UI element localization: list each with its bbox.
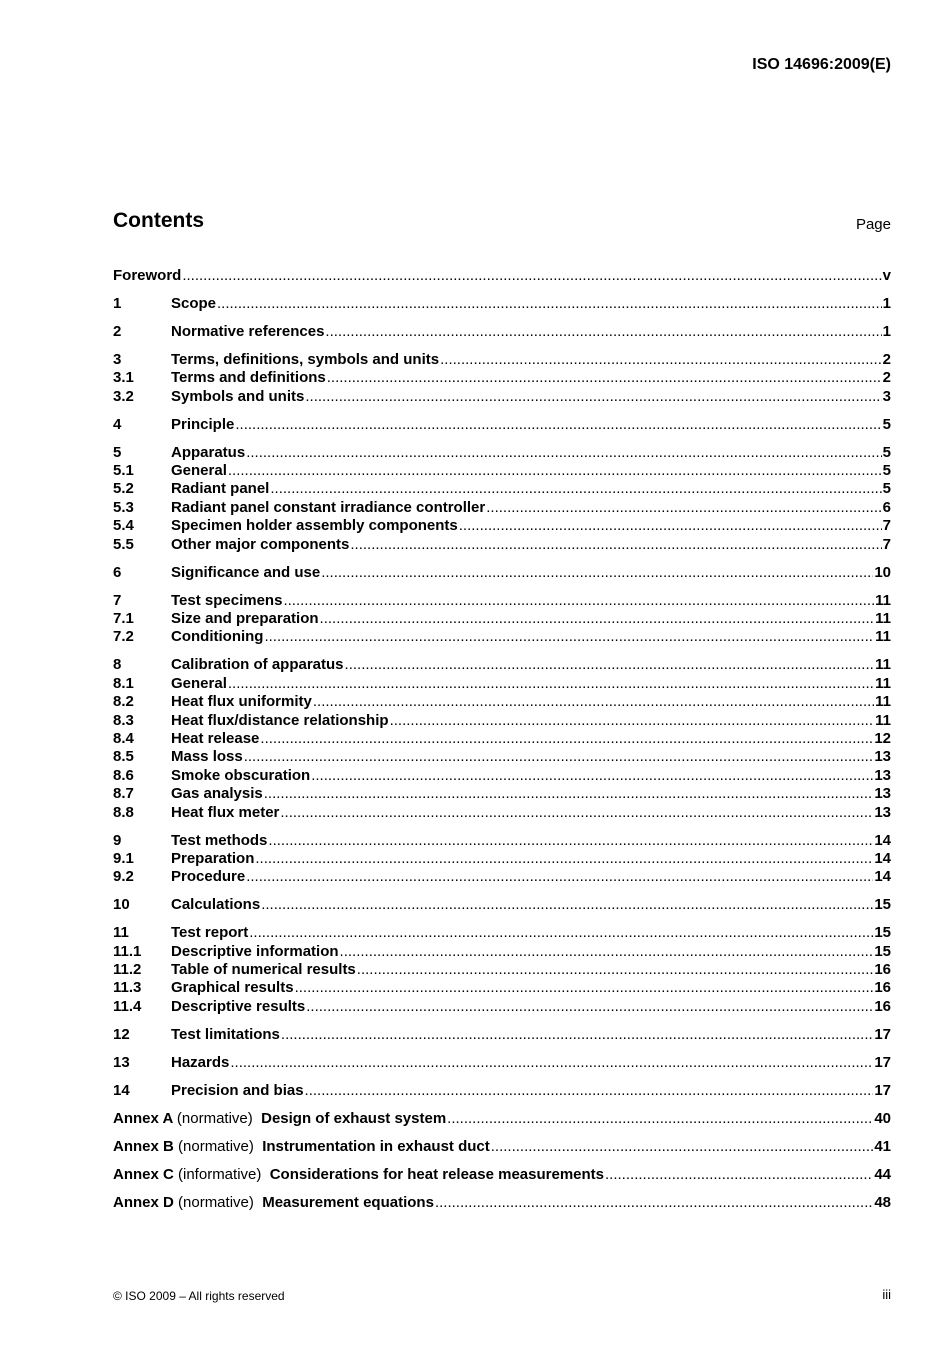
annex-label: Annex C xyxy=(113,1165,174,1183)
toc-entry-page: 16 xyxy=(874,961,891,979)
toc-entry-number: 14 xyxy=(113,1081,130,1099)
toc-entry-number: 11.1 xyxy=(113,942,142,960)
dot-leader xyxy=(246,868,873,886)
toc-entry-page: 5 xyxy=(882,443,891,461)
toc-entry-title: Test methods xyxy=(171,831,268,849)
toc-entry-title: Terms, definitions, symbols and units xyxy=(171,350,440,368)
dot-leader xyxy=(268,832,873,850)
toc-entry-page: 16 xyxy=(874,979,891,997)
annex-label: Annex B xyxy=(113,1137,174,1155)
dot-leader xyxy=(217,295,882,313)
toc-entry-number: 8 xyxy=(113,656,122,674)
toc-entry-number: 5.5 xyxy=(113,535,134,553)
annex-title-group xyxy=(113,1138,490,1156)
toc-entry-page: 5 xyxy=(882,415,891,433)
toc-entry[interactable] xyxy=(113,517,891,535)
toc-annex-entry[interactable] xyxy=(113,1166,891,1184)
toc-entry-number: 10 xyxy=(113,896,130,914)
toc-entry-page: 1 xyxy=(882,322,891,340)
toc-entry-page: 17 xyxy=(874,1025,891,1043)
toc-entry-title: Conditioning xyxy=(171,628,264,646)
toc-entry-page: 3 xyxy=(882,387,891,405)
toc-entry-title: Scope xyxy=(171,294,217,312)
toc-entry-number: 3.2 xyxy=(113,387,134,405)
toc-entry-number: 1 xyxy=(113,294,122,312)
toc-entry-number: 8.3 xyxy=(113,711,134,729)
toc-entry[interactable] xyxy=(113,804,891,822)
toc-entry-number: 5.1 xyxy=(113,462,134,480)
toc-entry-title: Size and preparation xyxy=(171,610,319,628)
toc-entry-page: v xyxy=(882,267,891,284)
dot-leader xyxy=(447,1110,873,1128)
toc-entry-title: Descriptive information xyxy=(171,942,339,960)
toc-entry-title: Table of numerical results xyxy=(171,961,356,979)
toc-entry[interactable] xyxy=(113,730,891,748)
dot-leader xyxy=(182,267,881,285)
dot-leader xyxy=(281,1026,873,1044)
page-column-label: Page xyxy=(855,216,891,233)
toc-entry[interactable] xyxy=(113,1026,891,1044)
toc-entry-number: 9.1 xyxy=(113,849,134,867)
dot-leader xyxy=(605,1166,873,1184)
toc-entry-page: 7 xyxy=(882,517,891,535)
dot-leader xyxy=(491,1138,874,1156)
dot-leader xyxy=(320,610,875,628)
annex-kind: (normative) xyxy=(178,1137,254,1155)
toc-entry-page: 11 xyxy=(875,693,891,711)
toc-entry[interactable] xyxy=(113,693,891,711)
toc-entry-page: 11 xyxy=(875,591,891,609)
dot-leader xyxy=(264,628,874,646)
toc-entry[interactable] xyxy=(113,767,891,785)
toc-entry[interactable] xyxy=(113,979,891,997)
annex-label: Annex A xyxy=(113,1109,173,1127)
toc-entry-title: Heat flux meter xyxy=(171,803,280,821)
toc-annex-entry[interactable] xyxy=(113,1138,891,1156)
toc-entry-title: Hazards xyxy=(171,1053,230,1071)
toc-entry-title: Symbols and units xyxy=(171,387,305,405)
toc-entry-number: 13 xyxy=(113,1053,130,1071)
dot-leader xyxy=(280,804,873,822)
annex-title: Measurement equations xyxy=(262,1193,434,1211)
toc-entry-title: Gas analysis xyxy=(171,785,263,803)
toc-entry-page: 44 xyxy=(874,1165,891,1183)
toc-entry[interactable] xyxy=(113,295,891,313)
toc-entry-title: Descriptive results xyxy=(171,997,306,1015)
toc-entry-page: 2 xyxy=(882,350,891,368)
toc-entry[interactable] xyxy=(113,998,891,1016)
toc-entry-number: 3.1 xyxy=(113,369,134,387)
dot-leader xyxy=(435,1194,873,1212)
dot-leader xyxy=(325,323,881,341)
annex-title: Design of exhaust system xyxy=(261,1109,447,1127)
toc-entry[interactable] xyxy=(113,1082,891,1100)
toc-entry-title: Mass loss xyxy=(171,748,243,766)
dot-leader xyxy=(345,656,875,674)
toc-entry-title: Heat flux/distance relationship xyxy=(171,711,389,729)
dot-leader xyxy=(305,1082,874,1100)
toc-entry-title: General xyxy=(171,462,227,480)
toc-entry[interactable] xyxy=(113,628,891,646)
toc-entry-number: 8.1 xyxy=(113,674,134,692)
toc-entry[interactable] xyxy=(113,675,891,693)
toc-entry[interactable] xyxy=(113,564,891,582)
toc-entry-number: 8.7 xyxy=(113,785,134,803)
toc-entry-page: 48 xyxy=(874,1193,891,1211)
copyright-notice: © ISO 2009 – All rights reserved xyxy=(113,1289,285,1303)
toc-entry-page: 13 xyxy=(874,785,891,803)
toc-entry[interactable] xyxy=(113,416,891,434)
toc-entry-page: 14 xyxy=(874,831,891,849)
dot-leader xyxy=(244,748,874,766)
toc-entry[interactable] xyxy=(113,1054,891,1072)
dot-leader xyxy=(305,388,881,406)
toc-entry-title: Precision and bias xyxy=(171,1081,304,1099)
dot-leader xyxy=(321,564,873,582)
toc-entry-title: Terms and definitions xyxy=(171,369,326,387)
toc-entry[interactable] xyxy=(113,785,891,803)
toc-entry-page: 14 xyxy=(874,849,891,867)
toc-entry-title: Heat release xyxy=(171,729,260,747)
dot-leader xyxy=(295,979,874,997)
annex-kind: (normative) xyxy=(178,1193,254,1211)
toc-entry-page: 11 xyxy=(875,711,891,729)
contents-heading: Contents xyxy=(113,209,204,232)
toc-entry-number: 11.2 xyxy=(113,961,142,979)
toc-entry[interactable] xyxy=(113,712,891,730)
toc-entry[interactable] xyxy=(113,832,891,850)
toc-entry-page: 13 xyxy=(874,766,891,784)
annex-kind: (informative) xyxy=(178,1165,262,1183)
toc-entry[interactable] xyxy=(113,610,891,628)
toc-entry-number: 7 xyxy=(113,591,122,609)
toc-entry-title: Test specimens xyxy=(171,591,283,609)
toc-entry-title: Normative references xyxy=(171,322,325,340)
dot-leader xyxy=(327,369,882,387)
toc-entry-title: General xyxy=(171,674,227,692)
document-id: ISO 14696:2009(E) xyxy=(752,56,891,73)
dot-leader xyxy=(459,517,882,535)
annex-title: Instrumentation in exhaust duct xyxy=(262,1137,490,1155)
dot-leader xyxy=(228,462,882,480)
toc-entry-page: 41 xyxy=(874,1137,891,1155)
toc-entry[interactable] xyxy=(113,961,891,979)
toc-entry[interactable] xyxy=(113,499,891,517)
toc-entry-title: Preparation xyxy=(171,849,255,867)
dot-leader xyxy=(246,444,881,462)
toc-entry-title: Calibration of apparatus xyxy=(171,656,344,674)
toc-entry-number: 5.2 xyxy=(113,480,134,498)
toc-entry-number: 5 xyxy=(113,443,122,461)
toc-entry-page: 10 xyxy=(874,563,891,581)
toc-entry-page: 11 xyxy=(875,628,891,646)
toc-annex-entry[interactable] xyxy=(113,1194,891,1212)
toc-entry-page: 6 xyxy=(882,498,891,516)
annex-title-group xyxy=(113,1194,434,1212)
toc-entry[interactable] xyxy=(113,351,891,369)
toc-entry-title: Test limitations xyxy=(171,1025,280,1043)
dot-leader xyxy=(311,767,873,785)
toc-entry[interactable] xyxy=(113,868,891,886)
dot-leader xyxy=(283,592,874,610)
dot-leader xyxy=(390,712,875,730)
toc-entry-title: Smoke obscuration xyxy=(171,766,311,784)
toc-entry-page: 7 xyxy=(882,535,891,553)
toc-entry-page: 40 xyxy=(874,1109,891,1127)
toc-entry-number: 4 xyxy=(113,415,122,433)
dot-leader xyxy=(486,499,881,517)
dot-leader xyxy=(270,480,881,498)
dot-leader xyxy=(228,675,874,693)
annex-title-group xyxy=(113,1110,446,1128)
toc-entry-title: Test report xyxy=(171,924,249,942)
toc-entry-title: Foreword xyxy=(113,267,182,284)
dot-leader xyxy=(260,730,873,748)
annex-title: Considerations for heat release measurements xyxy=(269,1165,605,1183)
toc-entry-page: 16 xyxy=(874,997,891,1015)
toc-entry-title: Procedure xyxy=(171,868,246,886)
toc-entry[interactable] xyxy=(113,943,891,961)
page-number: iii xyxy=(882,1287,891,1302)
toc-entry-title: Significance and use xyxy=(171,563,321,581)
toc-entry-number: 12 xyxy=(113,1025,130,1043)
annex-label: Annex D xyxy=(113,1193,174,1211)
toc-entry-number: 8.4 xyxy=(113,729,134,747)
annex-kind: (normative) xyxy=(176,1109,253,1127)
dot-leader xyxy=(249,924,873,942)
dot-leader xyxy=(235,416,881,434)
toc-entry-number: 8.5 xyxy=(113,748,134,766)
toc-entry[interactable] xyxy=(113,592,891,610)
toc-entry-page: 1 xyxy=(882,294,891,312)
toc-entry[interactable] xyxy=(113,850,891,868)
toc-entry-title: Calculations xyxy=(171,896,261,914)
toc-entry-number: 2 xyxy=(113,322,122,340)
toc-entry-number: 8.2 xyxy=(113,693,134,711)
toc-entry-page: 11 xyxy=(875,674,891,692)
toc-entry-title: Radiant panel xyxy=(171,480,270,498)
toc-entry-page: 13 xyxy=(874,803,891,821)
toc-entry-number: 9.2 xyxy=(113,868,134,886)
toc-entry-title: Graphical results xyxy=(171,979,294,997)
toc-entry-title: Apparatus xyxy=(171,443,246,461)
dot-leader xyxy=(357,961,874,979)
toc-entry[interactable] xyxy=(113,444,891,462)
dot-leader xyxy=(313,693,874,711)
dot-leader xyxy=(306,998,873,1016)
toc-entry[interactable] xyxy=(113,480,891,498)
toc-entry-page: 5 xyxy=(882,480,891,498)
toc-entry-number: 7.1 xyxy=(113,610,134,628)
toc-entry[interactable] xyxy=(113,323,891,341)
toc-entry-number: 11 xyxy=(113,924,129,942)
dot-leader xyxy=(230,1054,873,1072)
dot-leader xyxy=(255,850,873,868)
toc-entry[interactable] xyxy=(113,388,891,406)
toc-entry[interactable] xyxy=(113,536,891,554)
toc-entry-page: 13 xyxy=(874,748,891,766)
dot-leader xyxy=(264,785,874,803)
toc-entry-number: 5.4 xyxy=(113,517,134,535)
toc-entry-title: Principle xyxy=(171,415,235,433)
toc-entry-number: 9 xyxy=(113,831,122,849)
table-of-contents xyxy=(113,267,891,1212)
toc-entry[interactable] xyxy=(113,656,891,674)
toc-entry-page: 17 xyxy=(874,1081,891,1099)
toc-entry-number: 6 xyxy=(113,563,122,581)
toc-entry-page: 12 xyxy=(874,729,891,747)
toc-entry[interactable] xyxy=(113,267,891,285)
toc-entry-number: 8.6 xyxy=(113,766,134,784)
toc-entry-page: 11 xyxy=(875,610,891,628)
toc-entry-number: 8.8 xyxy=(113,803,134,821)
toc-entry-number: 3 xyxy=(113,350,122,368)
toc-entry-page: 11 xyxy=(875,656,891,674)
annex-title-group xyxy=(113,1166,604,1184)
dot-leader xyxy=(350,536,881,554)
toc-entry[interactable] xyxy=(113,896,891,914)
toc-entry-title: Specimen holder assembly components xyxy=(171,517,458,535)
toc-entry[interactable] xyxy=(113,748,891,766)
toc-entry-number: 5.3 xyxy=(113,498,134,516)
toc-entry[interactable] xyxy=(113,369,891,387)
toc-entry-page: 15 xyxy=(874,896,891,914)
toc-entry-page: 14 xyxy=(874,868,891,886)
toc-entry-page: 17 xyxy=(874,1053,891,1071)
toc-entry-title: Other major components xyxy=(171,535,350,553)
toc-entry-title: Heat flux uniformity xyxy=(171,693,312,711)
dot-leader xyxy=(261,896,873,914)
toc-entry-title: Radiant panel constant irradiance controller xyxy=(171,498,486,516)
toc-entry-number: 7.2 xyxy=(113,628,134,646)
toc-entry[interactable] xyxy=(113,924,891,942)
toc-entry-number: 11.4 xyxy=(113,997,142,1015)
toc-entry-page: 15 xyxy=(874,924,891,942)
dot-leader xyxy=(440,351,882,369)
toc-annex-entry[interactable] xyxy=(113,1110,891,1128)
toc-entry-number: 11.3 xyxy=(113,979,142,997)
toc-entry-page: 2 xyxy=(882,369,891,387)
toc-entry-page: 15 xyxy=(874,942,891,960)
toc-entry-page: 5 xyxy=(882,462,891,480)
toc-entry[interactable] xyxy=(113,462,891,480)
dot-leader xyxy=(340,943,874,961)
